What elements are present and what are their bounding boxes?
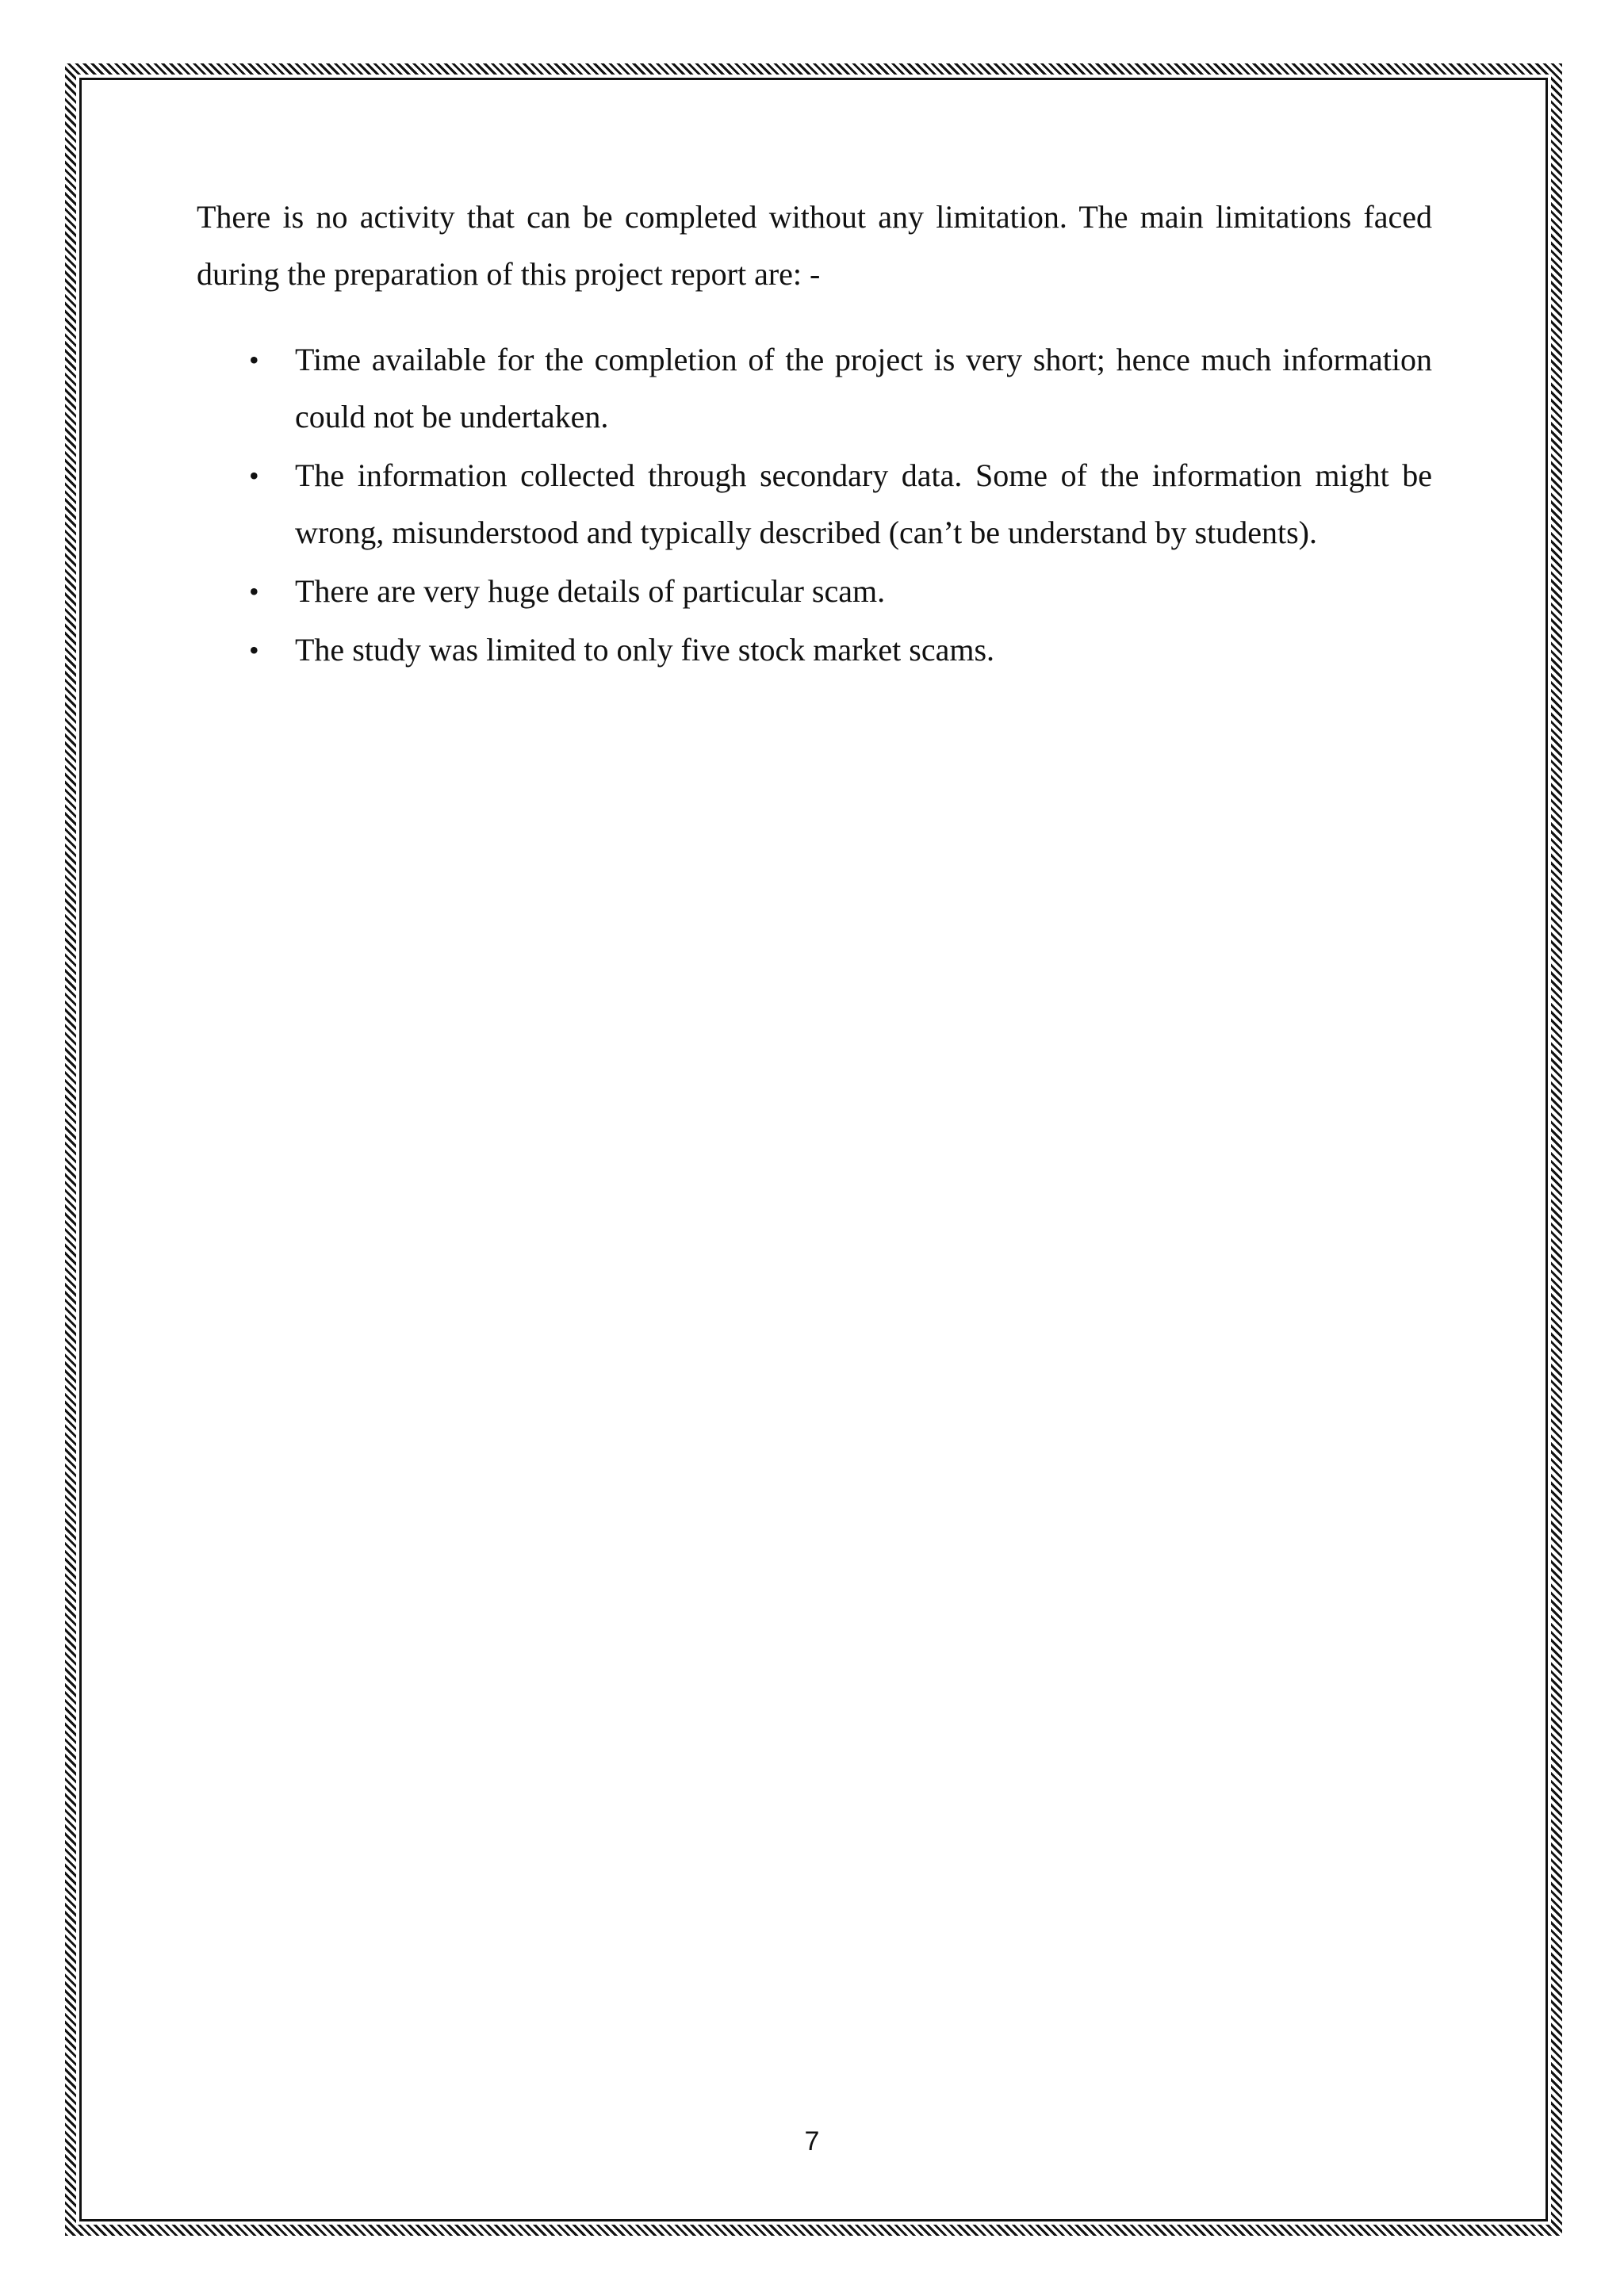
bullet-icon: • (249, 344, 259, 376)
list-item (197, 447, 1432, 561)
intro-paragraph: There is no activity that can be completed without any limitation. The main limitations faced during the preparation of this project report are: - (197, 199, 1432, 292)
list-item-text: Time available for the completion of the project is very short; hence much information could not be undertaken. (295, 342, 1432, 434)
list-item-text: The study was limited to only five stock market scams. (295, 632, 995, 668)
page-content (197, 189, 1432, 680)
limitations-list (197, 331, 1432, 679)
list-item (197, 331, 1432, 446)
page-number: 7 (804, 2126, 820, 2156)
bullet-icon: • (249, 634, 259, 666)
list-item (197, 563, 1432, 620)
list-item (197, 622, 1432, 679)
bullet-icon: • (249, 576, 259, 607)
list-item-text: There are very huge details of particular scam. (295, 573, 886, 609)
list-item-text: The information collected through secondary data. Some of the information might be wrong, misunderstood and typically described (can’t be understand by students). (295, 457, 1432, 550)
bullet-icon: • (249, 460, 259, 492)
